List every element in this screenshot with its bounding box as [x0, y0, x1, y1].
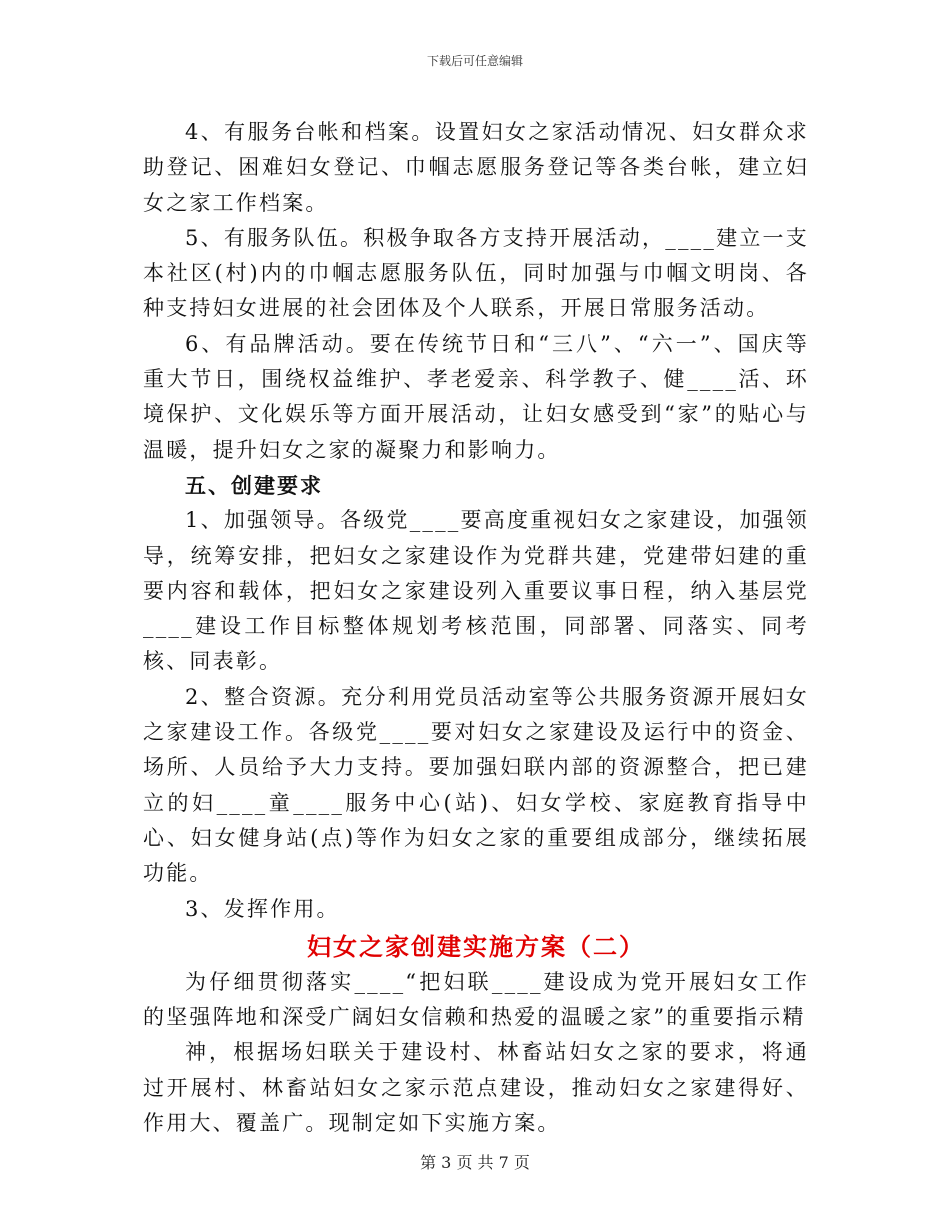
- page-header: 下载后可任意编辑: [426, 54, 523, 68]
- page-footer: 第 3 页 共 7 页: [420, 1153, 530, 1172]
- paragraph-service-team: 5、有服务队伍。积极争取各方支持开展活动，____建立一支本社区(村)内的巾帼志愿服务队伍，同时加强与巾帼文明岗、各种支持妇女进展的社会团体及个人联系，开展日常服务活动。: [143, 225, 809, 321]
- paragraph-strengthen-leadership: 1、加强领导。各级党____要高度重视妇女之家建设，加强领导，统筹安排，把妇女之家建设作为党群共建，党建带妇建的重要内容和载体，把妇女之家建设列入重要议事日程，纳入基层党____建设工作目标整体规划考核范围，同部署、同落实、同考核、同表彰。: [143, 508, 809, 674]
- paragraph-brand-activities: 6、有品牌活动。要在传统节日和“三八”、“六一”、国庆等重大节日，围绕权益维护、孝老爱亲、科学教子、健____活、环境保护、文化娱乐等方面开展活动，让妇女感受到“家”的贴心与温暖，提升妇女之家的凝聚力和影响力。: [143, 331, 809, 462]
- section-heading-requirements: 五、创建要求: [185, 472, 323, 498]
- paragraph-play-role: 3、发挥作用。: [185, 896, 340, 921]
- paragraph-service-records: 4、有服务台帐和档案。设置妇女之家活动情况、妇女群众求助登记、困难妇女登记、巾帼志愿服务登记等各类台帐，建立妇女之家工作档案。: [143, 120, 809, 215]
- document-body: [143, 115, 809, 1141]
- paragraph-integrate-resources: 2、整合资源。充分利用党员活动室等公共服务资源开展妇女之家建设工作。各级党____要对妇女之家建设及运行中的资金、场所、人员给予大力支持。要加强妇联内部的资源整合，把已建立的妇____童____服务中心(站)、妇女学校、家庭教育指导中心、妇女健身站(点)等作为妇女之家的重要组成部分，继续拓展功能。: [143, 684, 809, 886]
- document-title: 妇女之家创建实施方案（二）: [307, 932, 645, 961]
- paragraph-intro-continued: 神，根据场妇联关于建设村、林畜站妇女之家的要求，将通过开展村、林畜站妇女之家示范点建设，推动妇女之家建得好、作用大、覆盖广。现制定如下实施方案。: [143, 1040, 809, 1136]
- paragraph-intro: 为仔细贯彻落实____“把妇联____建设成为党开展妇女工作的坚强阵地和深受广阔妇女信赖和热爱的温暖之家”的重要指示精: [143, 969, 809, 1030]
